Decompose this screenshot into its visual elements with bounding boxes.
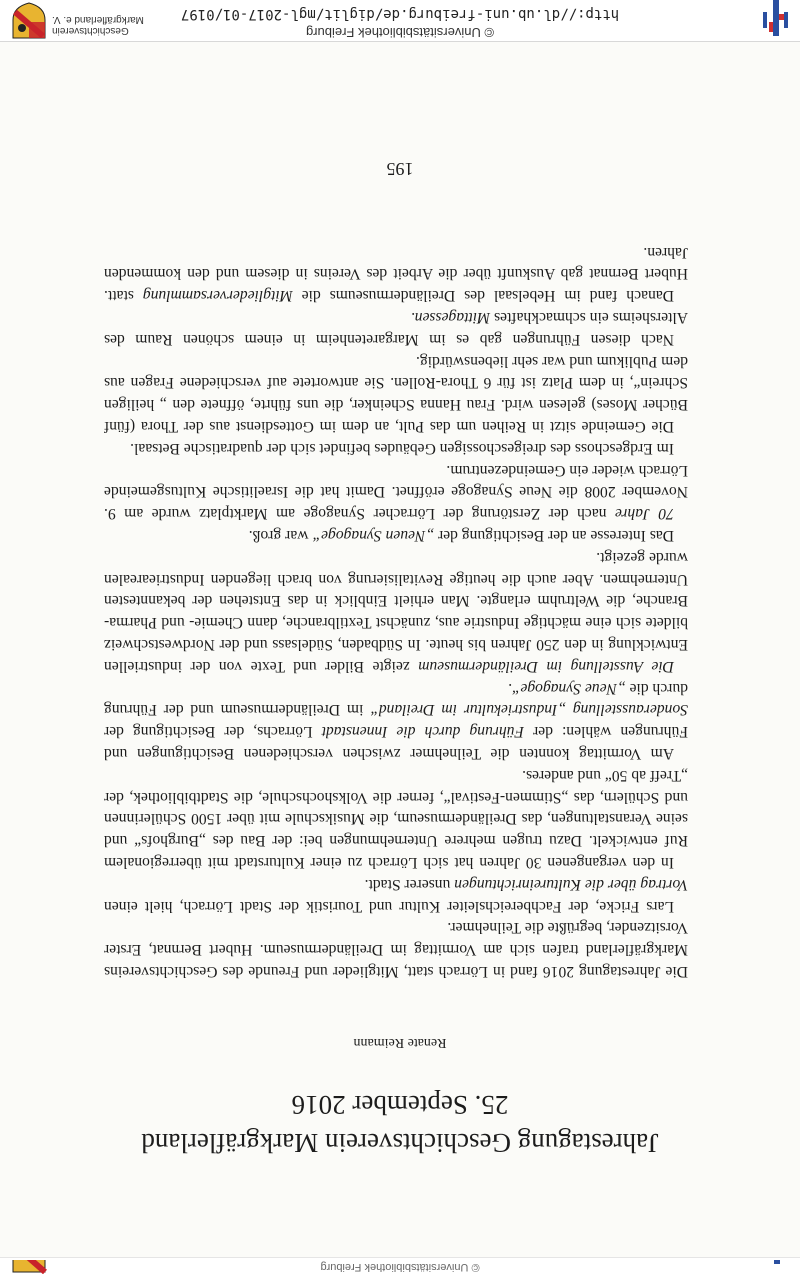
footer-copyright: © Universitätsbibliothek Freiburg — [305, 25, 495, 40]
paragraph-emphasis: „Neue Synagoge“. — [507, 679, 626, 697]
paragraph-emphasis: Sonderausstellung „Industriekultur im Dreiland“ — [370, 701, 688, 719]
paragraph — [104, 306, 688, 350]
library-logo-partial — [750, 1260, 800, 1274]
paragraph-text: war groß. — [248, 527, 313, 545]
paragraph-text: Lörrachs, der Besichtigung der — [104, 723, 322, 741]
paragraph-text: Am Vormittag konnten die Teilnehmer zwischen verschiedenen Besichtigungen und Führungen wählen: der — [104, 723, 688, 763]
paragraph-text: Das Interesse an der Besichtigung der — [434, 527, 674, 545]
paragraph-text: statt. Hubert Bernnat gab Auskunft über die Arbeit des Vereins in diesem und den kommenden Jahren. — [104, 243, 688, 305]
paragraph-emphasis: Mittagessen. — [410, 309, 491, 327]
paragraph-text: zeigte Bilder und Texte von der industriellen Entwicklung in den 250 Jahren bis heute. In Südbaden, Südelsass und der Nordwestschweiz bildete sich eine mächtige Industrie aus, zunächst Textilbranche, dann Chemie- und Pharma- Branche, die Weltruhm erlangte. Man erhielt Einblick in das Entstehen der bekanntesten Unternehmen. Aber auch die heutige Revitalisierung von brach liegenden Industriearealen wurde gezeigt. — [104, 548, 688, 675]
paragraph-text: nach der Zerstörung der Lörracher Synagoge am Marktplatz wurde am 9. November 2008 die Neue Synagoge eröffnet. Damit hat die Israelitische Kultusgemeinde Lörrach wieder ein Gemeindezentrum. — [103, 461, 688, 523]
paragraph-text: Die Gemeinde sitzt in Reihen um das Pult, an dem im Gottesdienst aus der Thora (fünf Bücher Moses) gelesen wird. Frau Hanna Scheinker, die uns führte, öffnete den „ heiligen Schrein“, in dem Platz ist für 6 Thora-Rollen. Sie antwortete auf verschiedene Fragen aus dem Publikum und war sehr liebenswürdig. — [104, 352, 688, 436]
paragraph — [104, 350, 688, 437]
header-copyright: © Universitätsbibliothek Freiburg — [320, 1261, 480, 1273]
page-number: 195 — [386, 159, 414, 179]
paragraph — [104, 764, 688, 873]
paragraph — [104, 437, 688, 459]
paragraph-text: im Dreiländermuseum und der Führung durch die — [104, 679, 688, 719]
paragraph-emphasis: „Neuen Synagoge“ — [312, 527, 435, 545]
society-name: Geschichtsverein Markgräflerland e. V. — [52, 14, 144, 36]
paragraph — [104, 524, 688, 546]
paragraph-emphasis: Vortrag über die Kultureinrichtungen — [454, 875, 688, 893]
paragraph-emphasis: 70 Jahre — [615, 505, 674, 523]
article-title: Jahrestagung Geschichtsverein Markgräflerland — [141, 1128, 659, 1158]
paragraph — [104, 873, 688, 917]
article-author: Renate Reimann — [353, 1035, 447, 1050]
paragraph — [104, 241, 688, 306]
paragraph — [104, 917, 688, 982]
paragraph-text: Nach diesen Führungen gab es im Margaretenheim in einem schönen Raum des Altersheims ein schmackhaftes — [104, 309, 688, 348]
paragraph-text: Danach fand im Hebelsaal des Dreiländermuseums die — [292, 287, 674, 305]
paragraph-text: Im Erdgeschoss des dreigeschossigen Gebäudes befindet sich der quadratische Betsaal. — [130, 439, 674, 457]
paragraph-emphasis: Führung durch die Innenstadt — [321, 723, 525, 741]
paragraph-text: In den vergangenen 30 Jahren hat sich Lörrach zu einer Kulturstadt mit überregionalem Ruf entwickelt. Dazu trugen mehrere Unternehmungen bei: der Bau des „Burghofs“ und seine Veranstaltungen, das Dreiländermuseum, die Musikschule mit über 1500 Schülerinnen und Schülern, das „Stimmen-Festival“, ferner die Volkshochschule, die Stadtbibliothek, der „Treff ab 50“ und anderes. — [104, 766, 688, 872]
crest-icon-partial — [10, 1260, 48, 1274]
paragraph — [104, 546, 688, 677]
article-body — [104, 241, 688, 982]
paragraph-text: unserer Stadt. — [364, 875, 455, 893]
article-date: 25. September 2016 — [291, 1090, 509, 1120]
paragraph — [104, 459, 688, 524]
footer-url[interactable]: http://dl.ub.uni-freiburg.de/diglit/mgl-2017-01/0197 — [180, 6, 620, 22]
paragraph — [104, 677, 688, 764]
paragraph-emphasis: Die Ausstellung im Dreiländermuseum — [418, 657, 674, 675]
society-crest-icon — [10, 2, 48, 40]
paragraph-text: Lars Fricke, der Fachbereichsleiter Kultur und Touristik der Stadt Lörrach, hielt einen — [104, 897, 674, 915]
paragraph-text: Die Jahrestagung 2016 fand in Lörrach statt, Mitglieder und Freunde des Geschichtsvereins Markgräflerland trafen sich am Vormittag im Dreiländermuseum. Hubert Bernnat, Erster Vorsitzender, begrüßte die Teilnehmer. — [104, 919, 688, 980]
paragraph-emphasis: Mitgliederversammlung — [142, 287, 293, 305]
